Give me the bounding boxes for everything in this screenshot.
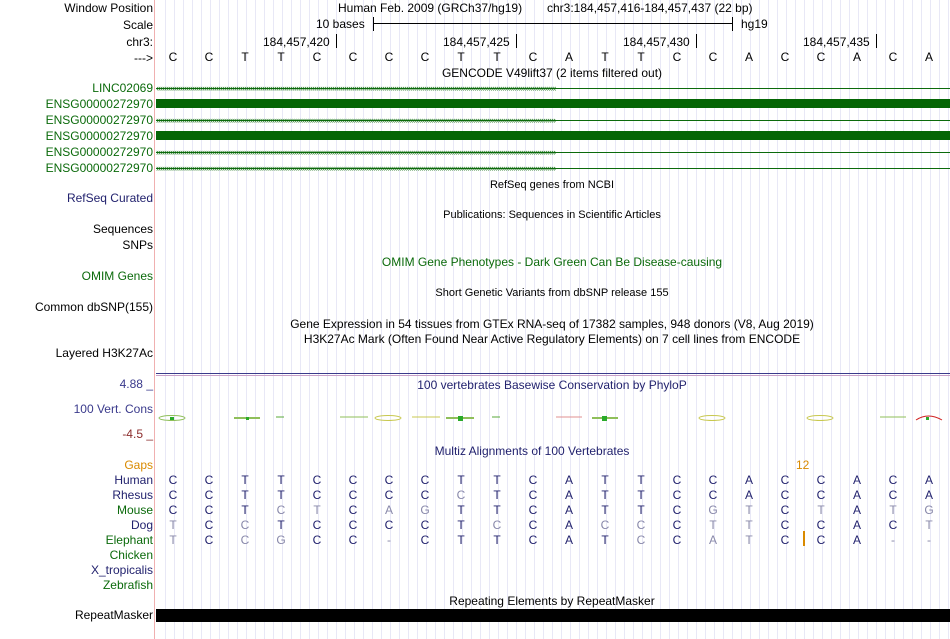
grid-line <box>264 0 265 639</box>
snps-label[interactable]: SNPs <box>122 238 153 252</box>
dbsnp-label[interactable]: Common dbSNP(155) <box>34 300 153 314</box>
strand-right-arrows: ›››››››››››››››››››››››››››››››››››››››››››››››››››››››››››››››››››››››››››››››››››››››››››››››››››››››››››››››››››››››››››››››››››››››››››››››››››››››››››››››››››››››››››››››››››››››››››››››››››››››› <box>156 115 556 125</box>
aligned-base: T <box>637 488 645 502</box>
aligned-base: T <box>601 503 609 517</box>
aligned-base: A <box>564 503 573 517</box>
species-label[interactable]: Mouse <box>116 503 153 517</box>
aligned-base: A <box>708 533 717 547</box>
reference-base: A <box>852 50 861 64</box>
aligned-base: C <box>312 518 322 532</box>
aligned-base: C <box>780 518 790 532</box>
aligned-base: T <box>493 533 501 547</box>
aligned-base: A <box>852 533 861 547</box>
reference-base: A <box>924 50 933 64</box>
aligned-base: T <box>637 473 645 487</box>
aligned-base: C <box>708 473 718 487</box>
grid-line <box>192 0 193 639</box>
aligned-base: C <box>348 533 358 547</box>
aligned-base: C <box>420 488 430 502</box>
gencode-title: GENCODE V49lift37 (2 items filtered out) <box>441 66 663 80</box>
species-label[interactable]: Zebrafish <box>102 578 153 592</box>
species-label[interactable]: X_tropicalis <box>90 563 153 577</box>
aligned-base: C <box>312 533 322 547</box>
gencode-row-label[interactable]: LINC02069 <box>92 81 153 95</box>
aligned-base: C <box>168 503 178 517</box>
aligned-base: T <box>817 503 825 517</box>
aligned-base: C <box>672 503 682 517</box>
multiz-title: Multiz Alignments of 100 Vertebrates <box>434 444 630 458</box>
aligned-base: C <box>348 473 358 487</box>
assembly-text: Human Feb. 2009 (GRCh37/hg19) <box>338 1 523 15</box>
aligned-base: C <box>816 533 826 547</box>
aligned-base: C <box>456 488 466 502</box>
gencode-exon-bar[interactable] <box>156 131 950 140</box>
aligned-base: C <box>204 488 214 502</box>
aligned-base: C <box>816 518 826 532</box>
reference-base: C <box>204 50 214 64</box>
repeat-title: Repeating Elements by RepeatMasker <box>449 594 655 608</box>
position-tick-label: 184,457,435 <box>803 35 870 49</box>
phylop-max: 4.88 _ <box>119 377 153 391</box>
aligned-base: T <box>601 533 609 547</box>
aligned-base: T <box>169 533 177 547</box>
reference-base: T <box>277 50 285 64</box>
aligned-base: G <box>708 503 718 517</box>
scale-bar <box>373 17 733 31</box>
gencode-row-label[interactable]: ENSG00000272970 <box>45 161 153 175</box>
grid-line <box>255 0 256 639</box>
reference-base: C <box>168 50 178 64</box>
aligned-base: C <box>348 488 358 502</box>
grid-line <box>831 0 832 639</box>
grid-line <box>219 0 220 639</box>
grid-line <box>867 0 868 639</box>
gap-count: 12 <box>796 458 810 472</box>
aligned-base: T <box>745 533 753 547</box>
phylop-glyphs <box>156 410 950 428</box>
position-tick-label: 184,457,425 <box>443 35 510 49</box>
aligned-base: C <box>528 518 538 532</box>
aligned-base: C <box>420 518 430 532</box>
refseq-title: RefSeq genes from NCBI <box>489 179 615 191</box>
reference-base: C <box>780 50 790 64</box>
reference-base: C <box>312 50 322 64</box>
aligned-base: T <box>493 488 501 502</box>
aligned-base: A <box>564 488 573 502</box>
aligned-base: G <box>924 503 934 517</box>
aligned-base: C <box>204 503 214 517</box>
aligned-base: T <box>241 488 249 502</box>
aligned-base: - <box>891 533 895 547</box>
aligned-base: C <box>240 533 250 547</box>
aligned-base: C <box>888 518 898 532</box>
aligned-base: A <box>564 473 573 487</box>
aligned-base: C <box>312 488 322 502</box>
aligned-base: T <box>169 518 177 532</box>
aligned-base: T <box>277 473 285 487</box>
omim-label[interactable]: OMIM Genes <box>81 269 153 283</box>
gaps-label[interactable]: Gaps <box>124 458 153 472</box>
aligned-base: C <box>384 488 394 502</box>
aligned-base: C <box>672 488 682 502</box>
repeatmasker-bar <box>156 609 950 622</box>
grid-line <box>876 0 877 639</box>
aligned-base: C <box>312 473 322 487</box>
dbsnp-title: Short Genetic Variants from dbSNP release 155 <box>435 287 669 299</box>
aligned-base: C <box>240 518 250 532</box>
gencode-row-label[interactable]: ENSG00000272970 <box>45 97 153 111</box>
aligned-base: G <box>276 533 286 547</box>
gencode-intron-right[interactable] <box>156 161 950 175</box>
grid-line <box>903 0 904 639</box>
reference-base: C <box>420 50 430 64</box>
refseq-label[interactable]: RefSeq Curated <box>66 191 153 205</box>
species-label[interactable]: Dog <box>130 518 153 532</box>
aligned-base: A <box>384 503 393 517</box>
grid-line <box>939 0 940 639</box>
aligned-base: A <box>744 488 753 502</box>
aligned-base: T <box>889 503 897 517</box>
aligned-base: C <box>492 518 502 532</box>
aligned-base: T <box>457 503 465 517</box>
grid-line <box>948 0 949 639</box>
aligned-base: A <box>564 518 573 532</box>
strand-right-arrows: ›››››››››››››››››››››››››››››››››››››››››››››››››››››››››››››››››››››››››››››››››››››››››››››››››››››››››››››››››››››››››››››››››››››››››››››››››››››››››››››››››››››››››››››››››››››››››››››››››››››››› <box>156 147 556 157</box>
aligned-base: A <box>924 488 933 502</box>
aligned-base: T <box>457 473 465 487</box>
gap-insertion-mark <box>803 531 805 546</box>
aligned-base: C <box>888 473 898 487</box>
strand-right-arrows: ›››››››››››››››››››››››››››››››››››››››››››››››››››››››››››››››››››››››››››››››››››››››››››››››››››››››››››››››››››››››››››››››››››››››››››››››››››››››››››››››››››››››››››››››››››››››››››››››››››››››› <box>156 163 556 173</box>
aligned-base: C <box>168 488 178 502</box>
gencode-intron-left[interactable] <box>156 81 950 95</box>
aligned-base: C <box>672 533 682 547</box>
omim-title: OMIM Gene Phenotypes - Dark Green Can Be Disease-causing <box>381 255 723 269</box>
aligned-base: C <box>348 503 358 517</box>
species-label[interactable]: Human <box>114 473 153 487</box>
aligned-base: C <box>528 473 538 487</box>
aligned-base: C <box>168 473 178 487</box>
position-tick-label: 184,457,420 <box>263 35 330 49</box>
strand-label[interactable]: ---> <box>134 51 153 65</box>
position-tick-mark <box>696 34 697 48</box>
aligned-base: A <box>852 503 861 517</box>
aligned-base: C <box>636 518 646 532</box>
species-label[interactable]: Elephant <box>105 533 153 547</box>
aligned-base: T <box>637 503 645 517</box>
label-separator <box>154 0 155 639</box>
h3k27ac-title: H3K27Ac Mark (Often Found Near Active Regulatory Elements) on 7 cell lines from ENCODE <box>303 332 801 346</box>
scale-db: hg19 <box>741 17 768 31</box>
aligned-base: C <box>780 533 790 547</box>
aligned-base: C <box>888 488 898 502</box>
aligned-base: A <box>852 518 861 532</box>
aligned-base: - <box>387 533 391 547</box>
reference-base: T <box>457 50 465 64</box>
aligned-base: T <box>601 473 609 487</box>
species-label[interactable]: Rhesus <box>112 488 153 502</box>
reference-base: C <box>816 50 826 64</box>
gencode-row-label[interactable]: ENSG00000272970 <box>45 145 153 159</box>
aligned-base: G <box>420 503 430 517</box>
gencode-intron-right[interactable] <box>156 145 950 159</box>
species-label[interactable]: Chicken <box>109 548 153 562</box>
aligned-base: - <box>927 533 931 547</box>
reference-base: C <box>528 50 538 64</box>
repeat-label[interactable]: RepeatMasker <box>74 608 153 622</box>
aligned-base: C <box>204 473 214 487</box>
aligned-base: A <box>744 473 753 487</box>
scale-label: Scale <box>122 18 153 32</box>
sequences-label[interactable]: Sequences <box>92 222 153 236</box>
window-position-label: Window Position <box>64 1 153 15</box>
aligned-base: T <box>457 518 465 532</box>
aligned-base: T <box>709 518 717 532</box>
position-text: chr3:184,457,416-184,457,437 (22 bp) <box>547 1 753 15</box>
aligned-base: T <box>745 503 753 517</box>
reference-base: A <box>564 50 573 64</box>
reference-base: T <box>637 50 645 64</box>
aligned-base: C <box>348 518 358 532</box>
aligned-base: C <box>780 473 790 487</box>
reference-base: T <box>601 50 609 64</box>
aligned-base: C <box>672 473 682 487</box>
aligned-base: T <box>277 488 285 502</box>
aligned-base: C <box>384 473 394 487</box>
aligned-base: C <box>528 533 538 547</box>
aligned-base: A <box>852 473 861 487</box>
aligned-base: C <box>780 503 790 517</box>
phylop-title: 100 vertebrates Basewise Conservation by PhyloP <box>417 378 687 392</box>
h3k27ac-signal-line-2 <box>156 375 950 376</box>
chr-label: chr3: <box>126 35 153 49</box>
aligned-base: C <box>636 533 646 547</box>
reference-base: C <box>672 50 682 64</box>
position-tick-label: 184,457,430 <box>623 35 690 49</box>
phylop-min: -4.5 _ <box>122 427 153 441</box>
reference-base: A <box>744 50 753 64</box>
reference-base: C <box>348 50 358 64</box>
position-tick-mark <box>876 34 877 48</box>
aligned-base: C <box>276 503 286 517</box>
gencode-exon-bar[interactable] <box>156 99 950 108</box>
aligned-base: C <box>816 488 826 502</box>
aligned-base: C <box>600 518 610 532</box>
aligned-base: T <box>241 503 249 517</box>
aligned-base: C <box>528 488 538 502</box>
position-tick-mark <box>516 34 517 48</box>
scale-text: 10 bases <box>316 17 365 31</box>
aligned-base: C <box>420 533 430 547</box>
reference-base: T <box>241 50 249 64</box>
aligned-base: T <box>313 503 321 517</box>
grid-line <box>183 0 184 639</box>
aligned-base: C <box>672 518 682 532</box>
gencode-row-label[interactable]: ENSG00000272970 <box>45 129 153 143</box>
aligned-base: A <box>924 473 933 487</box>
gencode-intron-right[interactable] <box>156 113 950 127</box>
h3k27ac-label[interactable]: Layered H3K27Ac <box>55 346 153 360</box>
aligned-base: T <box>493 473 501 487</box>
reference-base: T <box>493 50 501 64</box>
aligned-base: T <box>745 518 753 532</box>
position-tick-mark <box>336 34 337 48</box>
strand-left-arrows: ‹‹‹‹‹‹‹‹‹‹‹‹‹‹‹‹‹‹‹‹‹‹‹‹‹‹‹‹‹‹‹‹‹‹‹‹‹‹‹‹‹‹‹‹‹‹‹‹‹‹‹‹‹‹‹‹‹‹‹‹‹‹‹‹‹‹‹‹‹‹‹‹‹‹‹‹‹‹‹‹‹‹‹‹‹‹‹‹‹‹‹‹‹‹‹‹‹‹‹‹‹‹‹‹‹‹‹‹‹‹‹‹‹‹‹‹‹‹‹‹‹‹‹‹‹‹‹‹‹‹‹‹‹‹‹‹‹‹‹‹‹‹‹‹‹‹‹‹‹‹‹‹‹‹‹‹‹‹‹‹‹‹‹‹‹‹‹‹‹‹‹‹‹‹‹‹‹‹‹‹‹‹‹‹‹‹‹‹‹‹‹‹‹‹‹‹‹‹‹‹ <box>156 83 556 93</box>
grid-line <box>912 0 913 639</box>
aligned-base: C <box>708 488 718 502</box>
aligned-base: T <box>241 473 249 487</box>
phylop-label[interactable]: 100 Vert. Cons <box>73 402 153 416</box>
aligned-base: C <box>204 533 214 547</box>
aligned-base: C <box>384 518 394 532</box>
aligned-base: C <box>780 488 790 502</box>
gencode-row-label[interactable]: ENSG00000272970 <box>45 113 153 127</box>
reference-base: C <box>708 50 718 64</box>
aligned-base: C <box>528 503 538 517</box>
publications-title: Publications: Sequences in Scientific Articles <box>443 209 661 221</box>
aligned-base: T <box>457 533 465 547</box>
h3k27ac-signal-line <box>156 373 950 374</box>
aligned-base: C <box>204 518 214 532</box>
grid-line <box>228 0 229 639</box>
aligned-base: A <box>852 488 861 502</box>
aligned-base: T <box>601 488 609 502</box>
aligned-base: T <box>925 518 933 532</box>
aligned-base: T <box>493 503 501 517</box>
grid-line <box>840 0 841 639</box>
reference-base: C <box>384 50 394 64</box>
aligned-base: A <box>564 533 573 547</box>
aligned-base: C <box>816 473 826 487</box>
gtex-title: Gene Expression in 54 tissues from GTEx RNA-seq of 17382 samples, 948 donors (V8, Aug 2019) <box>290 317 814 331</box>
aligned-base: T <box>277 518 285 532</box>
reference-base: C <box>888 50 898 64</box>
aligned-base: C <box>420 473 430 487</box>
